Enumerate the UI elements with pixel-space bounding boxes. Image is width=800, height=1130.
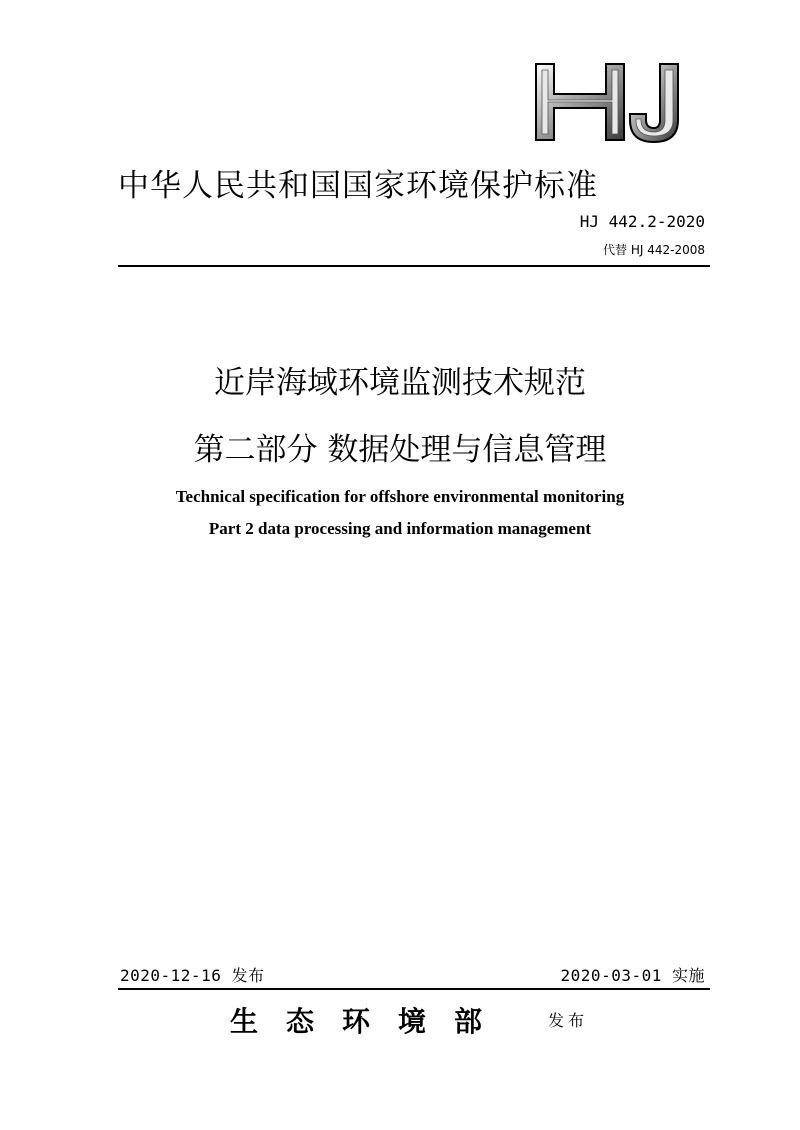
document-title-cn-line2: 第二部分 数据处理与信息管理 bbox=[193, 432, 607, 468]
header-divider bbox=[118, 265, 710, 267]
standard-code: HJ 442.2-2020 bbox=[579, 212, 705, 231]
footer-divider bbox=[118, 988, 710, 990]
document-title-cn-line1: 近岸海域环境监测技术规范 bbox=[214, 365, 586, 401]
document-title-en-line2: Part 2 data processing and information management bbox=[208, 519, 592, 538]
replaces-standard: 代替 HJ 442-2008 bbox=[603, 243, 705, 257]
document-title-en-line1: Technical specification for offshore environmental monitoring bbox=[175, 487, 625, 506]
hj-logo-text: HJ bbox=[530, 58, 532, 59]
implementation-date: 2020-03-01 实施 bbox=[560, 966, 705, 985]
issue-date: 2020-12-16 发布 bbox=[120, 966, 265, 985]
publisher-name: 生态环境部 bbox=[230, 1005, 511, 1038]
publisher-suffix: 发布 bbox=[548, 1011, 589, 1030]
standard-type-title: 中华人民共和国国家环境保护标准 bbox=[118, 168, 598, 204]
hj-logo bbox=[530, 58, 690, 144]
